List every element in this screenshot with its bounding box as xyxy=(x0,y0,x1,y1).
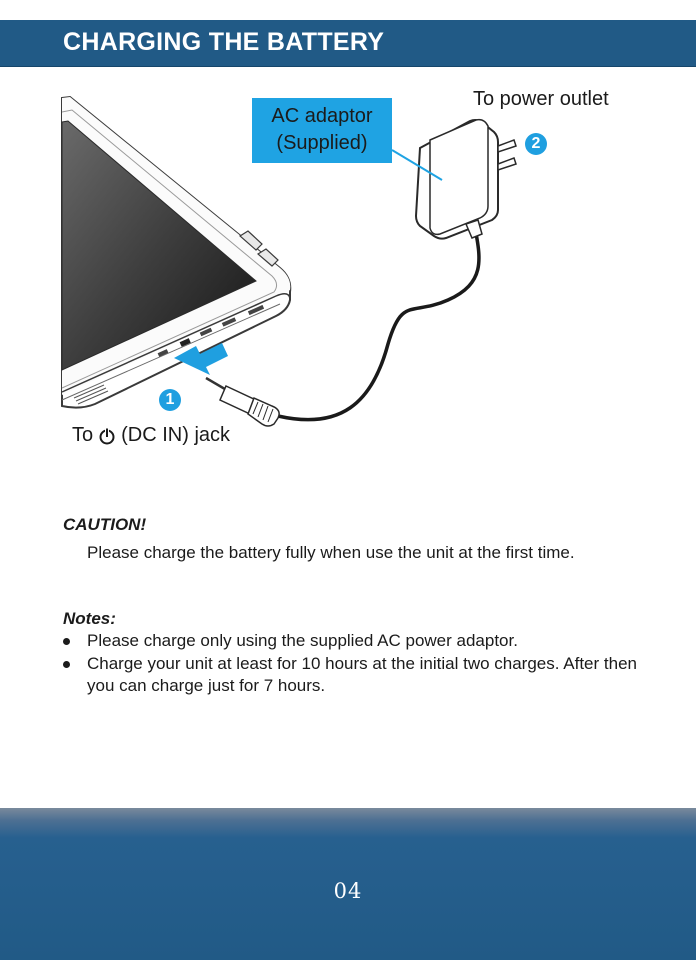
page-number: 04 xyxy=(333,879,363,903)
header-bar xyxy=(0,20,696,67)
power-symbol-icon xyxy=(98,427,116,445)
ac-adaptor-label-line2: (Supplied) xyxy=(276,132,368,154)
list-item xyxy=(63,653,663,697)
dc-plug-illustration xyxy=(206,378,279,426)
step-1-badge: 1 xyxy=(159,389,181,411)
footer-bar xyxy=(0,808,696,960)
dc-in-jack-label xyxy=(72,424,230,447)
notes-heading: Notes: xyxy=(63,609,116,628)
caution-heading: CAUTION! xyxy=(63,515,147,534)
ac-adaptor-illustration xyxy=(416,120,516,239)
jack-label-prefix: To xyxy=(72,424,94,446)
notes-list xyxy=(63,630,663,698)
caution-text: Please charge the battery fully when use the unit at the first time. xyxy=(87,543,575,562)
page-title: CHARGING THE BATTERY xyxy=(63,28,385,56)
note-text: Charge your unit at least for 10 hours at the initial two charges. After then you can charge just for 7 hours. xyxy=(87,654,637,695)
jack-label-suffix: (DC IN) jack xyxy=(121,424,231,446)
list-item xyxy=(63,630,663,652)
ac-adaptor-label-line1: AC adaptor xyxy=(271,105,373,127)
note-text: Please charge only using the supplied AC power adaptor. xyxy=(87,631,518,650)
ac-adaptor-label xyxy=(252,98,392,163)
bullet-icon xyxy=(63,661,70,668)
power-outlet-label: To power outlet xyxy=(473,88,609,110)
bullet-icon xyxy=(63,638,70,645)
step-2-badge: 2 xyxy=(525,133,547,155)
